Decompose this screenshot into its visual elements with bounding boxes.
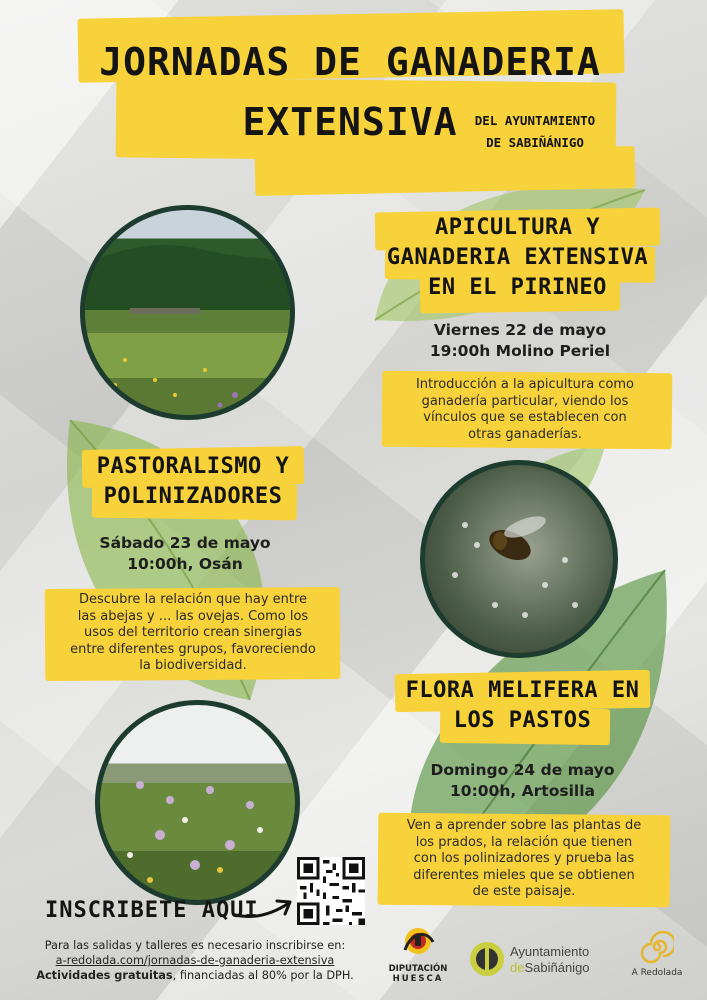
event-description	[380, 818, 668, 901]
event-title-line: PASTORALISMO Y	[96, 454, 290, 479]
footer-bold: Actividades gratuitas	[36, 969, 173, 982]
page-title-line2: EXTENSIVA	[242, 100, 458, 144]
event-title-line: GANADERIA EXTENSIVA	[386, 245, 649, 270]
description-line: entre diferentes grupos, favoreciendo	[70, 641, 316, 657]
arrow-icon	[233, 893, 295, 923]
event-title	[385, 213, 650, 303]
description-line: ganadería particular, viendo los	[421, 393, 629, 409]
sun-icon	[397, 922, 439, 960]
event-title-line: EN EL PIRINEO	[428, 275, 607, 300]
ayuntamiento-name: Sabiñánigo	[524, 960, 590, 975]
description-line: los prados, la relación que tienen	[415, 834, 633, 850]
description-line: la biodiversidad.	[139, 658, 247, 673]
description-line: vínculos que se establecen con	[423, 410, 627, 425]
footer-rest: , financiadas al 80% por la DPH.	[172, 969, 354, 982]
event-date	[395, 320, 645, 362]
event-title-line: POLINIZADORES	[103, 484, 283, 509]
event-date-line: Viernes 22 de mayo	[433, 321, 607, 339]
event-date	[80, 533, 290, 575]
description-line: Descubre la relación que hay entre	[78, 592, 308, 607]
diputacion-line: DIPUTACIÓN	[388, 964, 448, 974]
description-line: con los polinizadores y prueba las	[413, 851, 635, 866]
description-line: otras ganaderías.	[468, 426, 582, 442]
redolada-label: A Redolada	[631, 968, 683, 978]
subtitle-line: DE SABIÑÁNIGO	[486, 135, 584, 150]
event-date-line: Sábado 23 de mayo	[99, 534, 271, 552]
event-time-place: 10:00h, Osán	[127, 555, 243, 573]
footer-link[interactable]: a-redolada.com/jornadas-de-ganaderia-extensiva	[55, 954, 335, 967]
flowers-photo	[95, 700, 300, 905]
footer-line	[20, 968, 370, 983]
ayuntamiento-line	[510, 960, 590, 975]
page-title: JORNADAS DE GANADERIA	[99, 40, 601, 84]
description-line: Ven a aprender sobre las plantas de	[406, 818, 642, 833]
ayuntamiento-logo	[468, 938, 618, 982]
description-line: usos del territorio crean sinergias	[83, 625, 302, 640]
event-title-line: FLORA MELIFERA EN	[405, 678, 640, 703]
event-title-line: APICULTURA Y	[435, 215, 600, 240]
spiral-icon	[640, 930, 674, 964]
description-line: de este paisaje.	[472, 884, 576, 899]
meadow-photo	[80, 205, 295, 420]
event-title	[82, 452, 304, 512]
description-line: diferentes mieles que se obtienen	[413, 867, 635, 883]
event-time-place: 19:00h Molino Periel	[429, 342, 611, 360]
description-line: las abejas y ... las ovejas. Como los	[77, 608, 309, 624]
ayuntamiento-emblem-icon	[468, 940, 506, 978]
subtitle-line: DEL AYUNTAMIENTO	[474, 113, 596, 128]
event-date-line: Domingo 24 de mayo	[430, 761, 615, 779]
register-label: INSCRIBETE AQUI	[45, 898, 259, 923]
event-date	[400, 760, 645, 802]
event-title	[395, 676, 650, 736]
footer-line: Para las salidas y talleres es necesario inscribirse en:	[44, 939, 346, 952]
ayuntamiento-prefix: de	[510, 960, 525, 975]
event-description	[48, 592, 338, 675]
description-line: Introducción a la apicultura como	[415, 377, 635, 392]
redolada-logo	[628, 930, 686, 978]
qr-code-icon[interactable]	[297, 857, 365, 925]
ayuntamiento-line: Ayuntamiento	[510, 944, 590, 959]
event-description	[385, 377, 665, 443]
diputacion-line: HUESCA	[392, 974, 444, 984]
footer-text	[20, 938, 370, 983]
diputacion-logo	[383, 922, 453, 984]
event-title-line: LOS PASTOS	[453, 708, 592, 733]
event-time-place: 10:00h, Artosilla	[450, 782, 595, 800]
bee-photo	[420, 460, 618, 658]
page-subtitle	[460, 110, 610, 154]
